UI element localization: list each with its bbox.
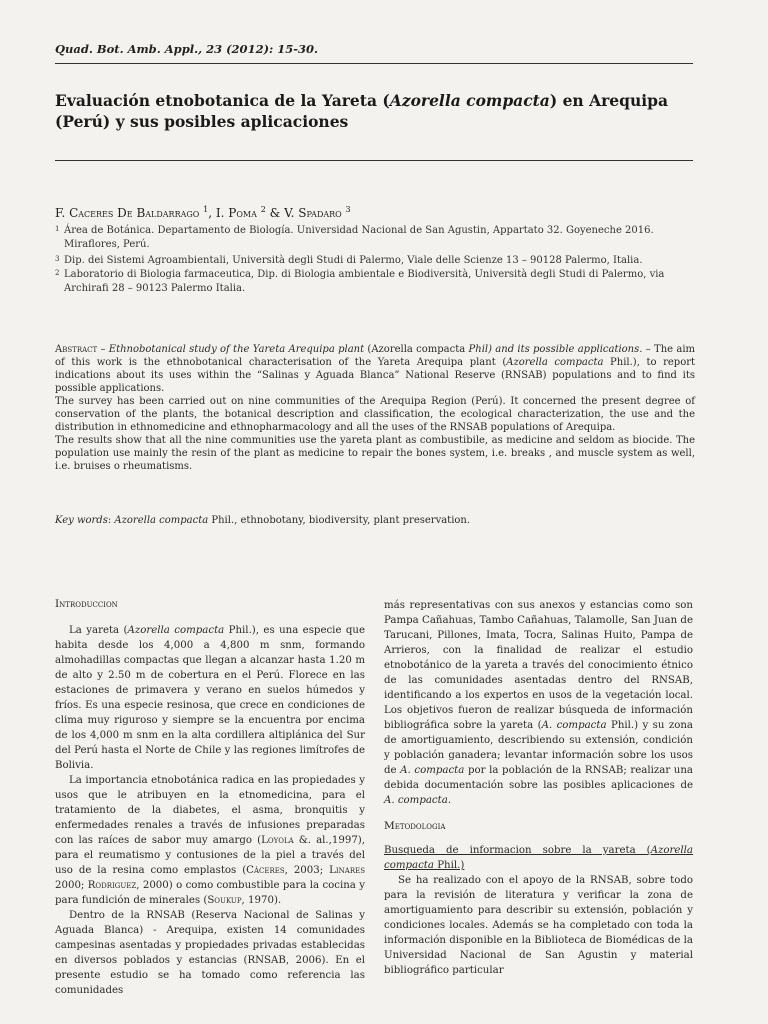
header-rule [55, 63, 693, 64]
author-separator: , [208, 206, 216, 220]
abstract-text-end: Phil.), to report indications about its uses within the “Salinas y Aguada Blanca” National Reserve (RNSAB) populations and to find its possible applications. [55, 357, 696, 394]
abstract-label: Abstract [55, 344, 98, 355]
subsection-text: Busqueda de informacion sobre la yareta ( [384, 845, 651, 856]
intro-paragraph-1 [55, 623, 365, 773]
affiliation-text: Dip. dei Sistemi Agroambientali, Università degli Studi di Palermo, Viale delle Scienze 13 – 90128 Palermo, Italia. [64, 255, 643, 266]
abstract-dash: – [97, 344, 109, 355]
section-heading-introduccion: Introduccion [55, 598, 118, 610]
objectives-text-d: . [447, 795, 452, 806]
author-name: F. Caceres De Baldarrago [55, 206, 200, 220]
objectives-species-1: A. compacta [541, 720, 607, 731]
affiliation-item [55, 224, 695, 252]
intro-species: Azorella compacta [127, 625, 225, 636]
title-species: Azorella compacta [389, 91, 550, 110]
author-name: V. Spadaro [284, 206, 342, 220]
citation-rodriguez: Rodriguez [87, 880, 137, 891]
author-affiliation-number: 2 [260, 205, 266, 214]
citation-soukup: Soukup [207, 895, 242, 906]
subsection-text-end: Phil.) [433, 860, 465, 871]
citation-caceres: Cáceres [246, 865, 285, 876]
intro-paragraph-2 [55, 773, 365, 908]
abstract-paragraph-3: The results show that all the nine communities use the yareta plant as combustibile, as medicine and seldom as biocide. The population use mainly the resin of the plant as medicine to repair the bones system, i.e. breaks , and muscle system as well, i.e. bruises o rheumatisms. [55, 435, 695, 472]
abstract-paragraph-2: The survey has been carried out on nine communities of the Arequipa Region (Perú). It concerned the present degree of conservation of the plants, the botanical description and classification, the ecological characterization, the use and the distribution in ethnomedicine and ethnopharmacology and all the uses of the RNSAB populations of Arequipa. [55, 396, 695, 433]
author-list [55, 205, 351, 220]
title-rule [55, 160, 693, 161]
affiliation-text: Laboratorio di Biologia farmaceutica, Dip. di Biologia ambientale e Biodiversità, Università degli Studi di Palermo, via Archirafi 28 – 90123 Palermo Italia. [64, 269, 665, 294]
intro-paragraph-3: Dentro de la RNSAB (Reserva Nacional de Salinas y Aguada Blanca) - Arequipa, existen 14 comunidades campesinas asentadas y propiedades privadas establecidas en diversos poblados y estancias (RNSAB, 2006). En el presente estudio se ha tomado como referencia las comunidades [55, 910, 365, 996]
abstract-text: . – The aim of this work is the ethnobotanical characterisation of the Yareta Arequipa plant ( [55, 344, 695, 368]
subsection-heading [384, 843, 693, 873]
keywords-label: Key words [55, 515, 108, 526]
objectives-species-2: A. compacta [400, 765, 465, 776]
keywords-species: Azorella compacta [114, 515, 209, 526]
abstract [55, 343, 695, 473]
affiliation-number: 1 [55, 225, 60, 233]
intro-p2-text-b: &. al.,1997), para el reumatismo y contusiones de la piel a través del uso de la resina como emplastos ( [55, 835, 366, 876]
keywords: Key words: Azorella compacta Phil., ethnobotany, biodiversity, plant preservation. [55, 515, 471, 526]
section-heading-metodologia: Metodologia [384, 820, 446, 832]
title-text-end: ) en Arequipa (Perú) y sus posibles aplicaciones [55, 91, 669, 131]
intro-p2-text-f: , 1970). [241, 895, 282, 906]
author-affiliation-number: 3 [345, 205, 351, 214]
author-affiliation-number: 1 [203, 205, 209, 214]
abstract-title-roman: (Azorella compacta [364, 344, 469, 355]
intro-p2-text-d: 2000; [55, 880, 88, 891]
author-name: I. Poma [215, 206, 257, 220]
objectives-species-3: A. compacta [384, 795, 448, 806]
title-text: Evaluación etnobotanica de la Yareta ( [55, 91, 390, 110]
abstract-species: Azorella compacta [506, 357, 604, 368]
objectives-text: más representativas con sus anexos y estancias como son Pampa Cañahuas, Tambo Cañahuas, Talamolle, San Juan de Tarucani, Pillones, Imata, Tocra, Salinas Huito, Pampa de Arrieros, con la finalidad de realizar el estudio etnobotánico de la yareta a través del conocimiento étnico de las comunidades asentadas dentro del RNSAB, identificando a los expertos en usos de la vegetación local. Los objetivos fueron de realizar búsqueda de información bibliográfica sobre la yareta ( [384, 600, 693, 731]
affiliation-item [55, 268, 695, 296]
journal-citation: Quad. Bot. Amb. Appl., 23 (2012): 15-30. [55, 42, 319, 56]
affiliation-number: 3 [55, 255, 60, 263]
article-title [55, 90, 700, 132]
objectives-text-c: por la población de la RNSAB; realizar una debida documentación sobre las posibles aplicaciones de [384, 765, 693, 791]
intro-text: La yareta ( [69, 625, 128, 636]
objectives-text-b: Phil.) y su zona de amortiguamiento, describiendo su extensión, condición y población ganadera; levantar información sobre los usos de [384, 720, 693, 776]
methods-paragraph: Se ha realizado con el apoyo de la RNSAB, sobre todo para la revisión de literatura y verificar la zona de amortiguamiento para describir su extensión, población y condiciones locales. Además se ha completado con toda la información disponible en la Biblioteca de Biomédicas de la Universidad Nacional de San Agustin y material bibliográfico particular [384, 875, 693, 976]
objectives-paragraph [384, 598, 693, 808]
abstract-title-end: Phil) and its possible applications [468, 344, 640, 355]
keywords-text: Phil., ethnobotany, biodiversity, plant preservation. [208, 515, 471, 526]
right-column [384, 598, 693, 808]
abstract-title: Ethnobotanical study of the Yareta Arequipa plant [108, 344, 365, 355]
intro-p2-text-c: , 2003; [284, 865, 330, 876]
subsection-species: Azorella compacta [384, 845, 693, 871]
methods-column [384, 843, 693, 978]
intro-text-cont: Phil.), es una especie que habita desde los 4,000 a 4,800 m snm, formando almohadillas compactas que llegan a alcanzar hasta 1.20 m de alto y 2.50 m de cobertura en el Perú. Florece en las estaciones de primavera y verano en suelos húmedos y fríos. Es una especie resinosa, que crece en condiciones de clima muy riguroso y siempre se la encuentra por encima de los 4,000 m snm en la alta cordillera altiplánica del Sur del Perú hasta el Norte de Chile y las regiones limítrofes de Bolivia. [55, 625, 365, 771]
author-separator: & [265, 206, 285, 220]
affiliation-text: Área de Botánica. Departamento de Biología. Universidad Nacional de San Agustin, Appartato 32. Goyeneche 2016. Miraflores, Perú. [64, 225, 654, 250]
affiliation-item [55, 254, 695, 268]
affiliation-number: 2 [55, 269, 60, 277]
intro-p2-text-e: , 2000) o como combustible para la cocina y para fundición de minerales ( [55, 880, 365, 906]
intro-p2-text: La importancia etnobotánica radica en las propiedades y usos que le atribuyen en la etnomedicina, para el tratamiento de la diabetes, el asma, bronquitis y enfermedades renales a través de infusiones preparadas con las raíces de sabor muy amargo ( [55, 775, 365, 846]
citation-loyola: Loyola [261, 835, 294, 846]
intro-column [55, 623, 365, 998]
citation-linares: Linares [329, 865, 365, 876]
